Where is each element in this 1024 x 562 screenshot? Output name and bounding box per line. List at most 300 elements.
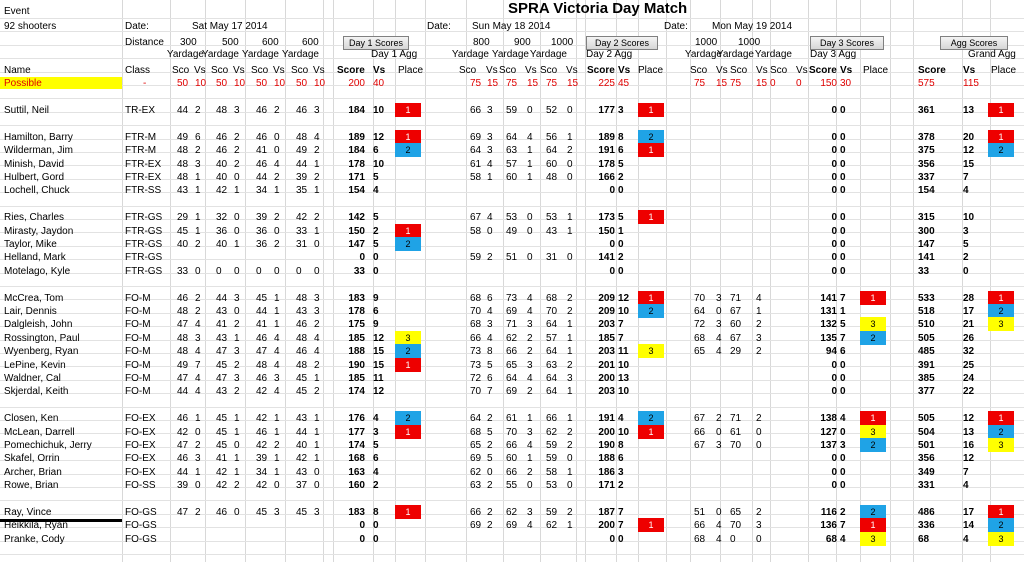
grand-agg-vs: 13 bbox=[963, 105, 975, 116]
grand-agg-vs: 24 bbox=[963, 373, 975, 384]
place-badge-red: 1 bbox=[860, 518, 886, 532]
day3-agg-vs: 0 bbox=[840, 226, 846, 237]
day2-agg-score: 191 bbox=[598, 145, 615, 156]
place-badge-yellow: 3 bbox=[988, 532, 1014, 546]
round-score: 46 bbox=[256, 132, 268, 143]
round-score: 60 bbox=[546, 159, 558, 170]
round-vs: 1 bbox=[527, 145, 533, 156]
round-vs: 2 bbox=[567, 145, 573, 156]
yardage-header: Yardage bbox=[241, 49, 279, 60]
round-vs: 1 bbox=[314, 440, 320, 451]
round-vs: 4 bbox=[716, 534, 722, 545]
round-score: 64 bbox=[470, 413, 482, 424]
round-vs: 2 bbox=[527, 386, 533, 397]
round-vs: 3 bbox=[487, 145, 493, 156]
round-score: 50 bbox=[216, 78, 228, 89]
shooter-class: FTR-M bbox=[125, 132, 157, 143]
day3-agg-vs: 0 bbox=[840, 172, 846, 183]
round-score: 67 bbox=[694, 413, 706, 424]
round-score: 42 bbox=[216, 185, 228, 196]
round-vs: 1 bbox=[756, 306, 762, 317]
round-score: 68 bbox=[546, 293, 558, 304]
grand-agg-vs: 12 bbox=[963, 413, 975, 424]
round-score: 49 bbox=[506, 226, 518, 237]
day1-agg-vs: 3 bbox=[373, 427, 379, 438]
place-badge-blue: 2 bbox=[860, 438, 886, 452]
day1-agg-vs: 9 bbox=[373, 293, 379, 304]
day2-scores-button[interactable]: Day 2 Scores bbox=[586, 36, 658, 50]
grand-agg-header: Grand Agg bbox=[968, 49, 1016, 60]
round-vs: 3 bbox=[716, 293, 722, 304]
day2-agg-vs: 5 bbox=[618, 159, 624, 170]
day1-scores-button[interactable]: Day 1 Scores bbox=[343, 36, 409, 50]
day1-agg-score: 0 bbox=[359, 252, 365, 263]
grand-agg-vs: 4 bbox=[963, 185, 969, 196]
round-vs: 1 bbox=[527, 172, 533, 183]
round-vs: 3 bbox=[274, 373, 280, 384]
shooter-class: FO-M bbox=[125, 360, 151, 371]
place-badge-red: 1 bbox=[988, 103, 1014, 117]
round-score: 72 bbox=[470, 373, 482, 384]
shooter-class: FO-M bbox=[125, 333, 151, 344]
round-score: 62 bbox=[506, 507, 518, 518]
day3-agg-vs: 2 bbox=[840, 507, 846, 518]
round-score: 43 bbox=[546, 226, 558, 237]
date-label: Date: bbox=[664, 21, 688, 32]
day1-agg-vs: 4 bbox=[373, 467, 379, 478]
round-score: 65 bbox=[506, 360, 518, 371]
round-score: 45 bbox=[296, 507, 308, 518]
round-score: 69 bbox=[470, 520, 482, 531]
round-vs: 2 bbox=[274, 172, 280, 183]
round-score: 53 bbox=[506, 212, 518, 223]
day2-agg-vs: 45 bbox=[618, 78, 630, 89]
day2-agg-vs: 7 bbox=[618, 319, 624, 330]
round-score: 50 bbox=[177, 78, 189, 89]
round-score: 50 bbox=[296, 78, 308, 89]
round-score: 43 bbox=[216, 386, 228, 397]
yardage-header: Yardage bbox=[201, 49, 239, 60]
sco-header: Sco bbox=[291, 65, 309, 76]
day1-agg-score: 185 bbox=[348, 333, 365, 344]
place-badge-blue: 2 bbox=[988, 304, 1014, 318]
place-badge-blue: 2 bbox=[395, 143, 421, 157]
round-vs: 1 bbox=[567, 212, 573, 223]
round-vs: 3 bbox=[487, 319, 493, 330]
shooter-name: Ries, Charles bbox=[4, 212, 65, 223]
round-vs: 2 bbox=[756, 346, 762, 357]
day1-agg-score: 188 bbox=[348, 346, 365, 357]
day2-agg-vs: 10 bbox=[618, 427, 630, 438]
round-vs: 0 bbox=[314, 239, 320, 250]
round-vs: 0 bbox=[527, 212, 533, 223]
grand-agg-score: 33 bbox=[918, 266, 930, 277]
place-badge-red: 1 bbox=[395, 103, 421, 117]
round-score: 55 bbox=[506, 480, 518, 491]
day1-agg-vs: 4 bbox=[373, 413, 379, 424]
round-vs: 1 bbox=[274, 413, 280, 424]
day1-agg-score: 168 bbox=[348, 453, 365, 464]
round-vs: 2 bbox=[314, 360, 320, 371]
round-score: 48 bbox=[177, 159, 189, 170]
round-vs: 1 bbox=[567, 413, 573, 424]
round-score: 47 bbox=[177, 440, 189, 451]
round-score: 40 bbox=[177, 239, 189, 250]
grid-row-line bbox=[0, 206, 1024, 207]
day2-date: Sun May 18 2014 bbox=[472, 21, 551, 32]
round-score: 75 bbox=[546, 78, 558, 89]
day3-agg-vs: 3 bbox=[840, 440, 846, 451]
day1-agg-score: 189 bbox=[348, 132, 365, 143]
place-badge-yellow: 3 bbox=[395, 331, 421, 345]
grid-row-line bbox=[0, 554, 1024, 555]
place-header: Place bbox=[398, 65, 424, 76]
round-score: 41 bbox=[216, 319, 228, 330]
round-vs: 1 bbox=[314, 373, 320, 384]
round-score: 52 bbox=[546, 105, 558, 116]
round-score: 48 bbox=[256, 360, 268, 371]
score-header: Score bbox=[337, 65, 365, 76]
day1-agg-vs: 8 bbox=[373, 507, 379, 518]
round-score: 61 bbox=[470, 159, 482, 170]
day2-agg-vs: 6 bbox=[618, 453, 624, 464]
shooter-class: FO-GS bbox=[125, 507, 157, 518]
day3-agg-score: 135 bbox=[820, 333, 837, 344]
day3-agg-score: 0 bbox=[831, 266, 837, 277]
grand-agg-score: 68 bbox=[918, 534, 930, 545]
grand-agg-score: 356 bbox=[918, 159, 935, 170]
round-vs: 4 bbox=[314, 132, 320, 143]
day1-agg-score: 154 bbox=[348, 185, 365, 196]
grand-agg-vs: 16 bbox=[963, 440, 975, 451]
round-vs: 0 bbox=[234, 172, 240, 183]
day2-agg-score: 177 bbox=[598, 105, 615, 116]
day3-agg-vs: 0 bbox=[840, 453, 846, 464]
day2-agg-score: 0 bbox=[609, 239, 615, 250]
day2-agg-vs: 7 bbox=[618, 333, 624, 344]
grand-agg-vs: 32 bbox=[963, 346, 975, 357]
round-score: 42 bbox=[256, 386, 268, 397]
round-vs: 3 bbox=[487, 105, 493, 116]
shooter-class: FTR-SS bbox=[125, 185, 162, 196]
round-score: 48 bbox=[296, 132, 308, 143]
grid-row-line bbox=[0, 125, 1024, 126]
round-score: 70 bbox=[730, 520, 742, 531]
round-vs: 0 bbox=[274, 226, 280, 237]
round-score: 39 bbox=[177, 480, 189, 491]
round-score: 69 bbox=[506, 306, 518, 317]
day2-agg-vs: 0 bbox=[618, 185, 624, 196]
day3-agg-score: 0 bbox=[831, 145, 837, 156]
round-vs: 4 bbox=[527, 306, 533, 317]
shooter-count: 92 shooters bbox=[4, 21, 57, 32]
day2-agg-score: 178 bbox=[598, 159, 615, 170]
round-vs: 1 bbox=[195, 467, 201, 478]
day1-agg-score: 150 bbox=[348, 226, 365, 237]
grand-agg-vs: 4 bbox=[963, 480, 969, 491]
shooter-class: FO-EX bbox=[125, 453, 156, 464]
place-badge-blue: 2 bbox=[860, 505, 886, 519]
round-score: 70 bbox=[470, 306, 482, 317]
day1-agg-vs: 5 bbox=[373, 172, 379, 183]
shooter-name: Skjerdal, Keith bbox=[4, 386, 69, 397]
round-vs: 0 bbox=[756, 534, 762, 545]
round-vs: 0 bbox=[274, 132, 280, 143]
place-badge-blue: 2 bbox=[988, 518, 1014, 532]
grand-agg-score: 361 bbox=[918, 105, 935, 116]
shooter-class: FO-M bbox=[125, 373, 151, 384]
shooter-name: Pranke, Cody bbox=[4, 534, 65, 545]
day3-agg-score: 131 bbox=[820, 306, 837, 317]
round-vs: 0 bbox=[234, 266, 240, 277]
shooter-name: Suttil, Neil bbox=[4, 105, 50, 116]
day2-agg-score: 203 bbox=[598, 346, 615, 357]
day1-agg-vs: 40 bbox=[373, 78, 385, 89]
round-score: 48 bbox=[296, 360, 308, 371]
round-score: 70 bbox=[546, 306, 558, 317]
round-vs: 0 bbox=[234, 507, 240, 518]
round-vs: 0 bbox=[716, 306, 722, 317]
round-vs: 10 bbox=[195, 78, 207, 89]
day2-agg-vs: 3 bbox=[618, 467, 624, 478]
day1-agg-vs: 4 bbox=[373, 185, 379, 196]
round-score: 64 bbox=[546, 373, 558, 384]
shooter-class: TR-EX bbox=[125, 105, 155, 116]
place-badge-blue: 2 bbox=[638, 130, 664, 144]
round-vs: 2 bbox=[756, 319, 762, 330]
place-badge-red: 1 bbox=[395, 358, 421, 372]
round-vs: 2 bbox=[756, 413, 762, 424]
grand-agg-vs: 13 bbox=[963, 427, 975, 438]
round-vs: 1 bbox=[274, 319, 280, 330]
day3-scores-button[interactable]: Day 3 Scores bbox=[810, 36, 884, 50]
day1-agg-vs: 12 bbox=[373, 386, 385, 397]
round-vs: 0 bbox=[796, 78, 802, 89]
round-vs: 3 bbox=[527, 507, 533, 518]
event-label: Event bbox=[4, 6, 30, 17]
round-score: 42 bbox=[296, 453, 308, 464]
place-badge-red: 1 bbox=[638, 143, 664, 157]
round-score: 42 bbox=[216, 467, 228, 478]
yardage-header: Yardage bbox=[491, 49, 529, 60]
place-badge-red: 1 bbox=[395, 505, 421, 519]
place-badge-red: 1 bbox=[638, 210, 664, 224]
day1-agg-vs: 15 bbox=[373, 360, 385, 371]
day2-agg-score: 150 bbox=[598, 226, 615, 237]
round-vs: 2 bbox=[567, 306, 573, 317]
sco-header: Sco bbox=[730, 65, 748, 76]
grand-agg-score: 501 bbox=[918, 440, 935, 451]
day1-agg-score: 33 bbox=[353, 266, 365, 277]
round-vs: 2 bbox=[274, 239, 280, 250]
shooter-name: Rowe, Brian bbox=[4, 480, 59, 491]
round-score: 67 bbox=[730, 306, 742, 317]
round-score: 46 bbox=[256, 373, 268, 384]
day3-agg-vs: 6 bbox=[840, 346, 846, 357]
day2-agg-score: 173 bbox=[598, 212, 615, 223]
round-vs: 4 bbox=[756, 293, 762, 304]
round-score: 61 bbox=[730, 427, 742, 438]
round-score: 43 bbox=[177, 185, 189, 196]
round-vs: 2 bbox=[195, 440, 201, 451]
day3-agg-vs: 1 bbox=[840, 306, 846, 317]
round-score: 66 bbox=[694, 427, 706, 438]
place-badge-yellow: 3 bbox=[988, 438, 1014, 452]
day3-agg-vs: 30 bbox=[840, 78, 852, 89]
grand-agg-score: 385 bbox=[918, 373, 935, 384]
grid-row-line bbox=[0, 407, 1024, 408]
day3-agg-score: 0 bbox=[831, 212, 837, 223]
day2-agg-header: Day 2 Agg bbox=[586, 49, 633, 60]
class-header: Class bbox=[125, 65, 151, 76]
day3-agg-score: 116 bbox=[820, 507, 837, 518]
round-score: 48 bbox=[546, 172, 558, 183]
round-vs: 2 bbox=[567, 440, 573, 451]
round-score: 43 bbox=[296, 467, 308, 478]
place-badge-blue: 2 bbox=[638, 304, 664, 318]
round-vs: 2 bbox=[314, 319, 320, 330]
day2-agg-vs: 13 bbox=[618, 373, 630, 384]
round-vs: 2 bbox=[527, 467, 533, 478]
day2-agg-score: 189 bbox=[598, 132, 615, 143]
yardage-header: Yardage bbox=[451, 49, 489, 60]
round-score: 71 bbox=[730, 413, 742, 424]
round-vs: 1 bbox=[527, 453, 533, 464]
grand-agg-score: 504 bbox=[918, 427, 935, 438]
shooter-name: Heikkila, Ryan bbox=[4, 520, 68, 531]
day2-agg-vs: 10 bbox=[618, 386, 630, 397]
round-score: 64 bbox=[546, 386, 558, 397]
round-score: 63 bbox=[470, 480, 482, 491]
round-vs: 3 bbox=[756, 520, 762, 531]
grid-row-line bbox=[0, 98, 1024, 99]
round-vs: 2 bbox=[527, 333, 533, 344]
day1-agg-score: 185 bbox=[348, 373, 365, 384]
grand-agg-vs: 21 bbox=[963, 319, 975, 330]
score-header: Score bbox=[918, 65, 946, 76]
round-score: 49 bbox=[296, 145, 308, 156]
round-vs: 1 bbox=[234, 467, 240, 478]
vs-header: Vs bbox=[486, 65, 498, 76]
round-vs: 3 bbox=[527, 360, 533, 371]
place-badge-blue: 2 bbox=[395, 411, 421, 425]
shooter-class: FO-M bbox=[125, 386, 151, 397]
day2-agg-score: 209 bbox=[598, 293, 615, 304]
round-score: 44 bbox=[216, 293, 228, 304]
round-vs: 4 bbox=[274, 346, 280, 357]
round-vs: 1 bbox=[234, 239, 240, 250]
round-vs: 4 bbox=[527, 520, 533, 531]
round-score: 47 bbox=[216, 346, 228, 357]
round-vs: 1 bbox=[314, 453, 320, 464]
day1-agg-score: 0 bbox=[359, 534, 365, 545]
round-vs: 1 bbox=[195, 172, 201, 183]
round-vs: 6 bbox=[195, 132, 201, 143]
round-score: 43 bbox=[296, 306, 308, 317]
round-score: 44 bbox=[177, 105, 189, 116]
vs-header: Vs bbox=[840, 65, 853, 76]
round-score: 45 bbox=[216, 360, 228, 371]
round-vs: 1 bbox=[274, 185, 280, 196]
round-score: 57 bbox=[546, 333, 558, 344]
day1-agg-score: 190 bbox=[348, 360, 365, 371]
day3-agg-score: 137 bbox=[820, 440, 837, 451]
round-vs: 3 bbox=[716, 440, 722, 451]
round-score: 59 bbox=[546, 507, 558, 518]
round-score: 65 bbox=[730, 507, 742, 518]
grand-agg-score: 349 bbox=[918, 467, 935, 478]
place-badge-blue: 2 bbox=[860, 331, 886, 345]
round-score: 66 bbox=[506, 346, 518, 357]
day1-agg-score: 175 bbox=[348, 319, 365, 330]
round-vs: 1 bbox=[314, 427, 320, 438]
shooter-name: Hulbert, Gord bbox=[4, 172, 65, 183]
shooter-name: Motelago, Kyle bbox=[4, 266, 71, 277]
agg-scores-button[interactable]: Agg Scores bbox=[940, 36, 1008, 50]
round-vs: 4 bbox=[716, 520, 722, 531]
round-vs: 15 bbox=[527, 78, 539, 89]
day3-agg-vs: 0 bbox=[840, 132, 846, 143]
possible-label: Possible bbox=[4, 78, 42, 89]
round-score: 35 bbox=[296, 185, 308, 196]
shooter-name: Taylor, Mike bbox=[4, 239, 57, 250]
vs-header: Vs bbox=[273, 65, 285, 76]
shooter-name: Archer, Brian bbox=[4, 467, 62, 478]
round-score: 69 bbox=[470, 453, 482, 464]
day1-agg-score: 200 bbox=[348, 78, 365, 89]
round-score: 65 bbox=[470, 440, 482, 451]
grand-agg-vs: 22 bbox=[963, 386, 975, 397]
round-score: 68 bbox=[470, 427, 482, 438]
score-header: Score bbox=[587, 65, 615, 76]
round-vs: 2 bbox=[234, 132, 240, 143]
round-vs: 3 bbox=[234, 373, 240, 384]
round-score: 31 bbox=[546, 252, 558, 263]
day3-agg-score: 94 bbox=[825, 346, 837, 357]
round-score: 46 bbox=[177, 293, 189, 304]
vs-header: Vs bbox=[716, 65, 728, 76]
place-badge-red: 1 bbox=[988, 411, 1014, 425]
round-score: 36 bbox=[256, 239, 268, 250]
round-score: 46 bbox=[216, 132, 228, 143]
day1-agg-vs: 5 bbox=[373, 239, 379, 250]
round-vs: 4 bbox=[487, 306, 493, 317]
grand-agg-score: 575 bbox=[918, 78, 935, 89]
sco-header: Sco bbox=[172, 65, 190, 76]
round-score: 59 bbox=[506, 105, 518, 116]
round-score: 46 bbox=[216, 145, 228, 156]
day2-agg-score: 185 bbox=[598, 333, 615, 344]
place-badge-red: 1 bbox=[395, 130, 421, 144]
day2-agg-vs: 4 bbox=[618, 413, 624, 424]
round-score: 34 bbox=[256, 467, 268, 478]
round-vs: 1 bbox=[487, 172, 493, 183]
day1-agg-score: 174 bbox=[348, 386, 365, 397]
round-vs: 3 bbox=[567, 373, 573, 384]
place-header: Place bbox=[638, 65, 664, 76]
round-score: 60 bbox=[730, 319, 742, 330]
round-score: 47 bbox=[216, 373, 228, 384]
round-score: 70 bbox=[470, 386, 482, 397]
sco-header: Sco bbox=[540, 65, 558, 76]
day2-agg-vs: 0 bbox=[618, 266, 624, 277]
round-score: 66 bbox=[694, 520, 706, 531]
day3-agg-score: 0 bbox=[831, 226, 837, 237]
day3-agg-score: 0 bbox=[831, 386, 837, 397]
shooter-name: Helland, Mark bbox=[4, 252, 66, 263]
sco-header: Sco bbox=[690, 65, 708, 76]
day1-agg-vs: 10 bbox=[373, 105, 385, 116]
